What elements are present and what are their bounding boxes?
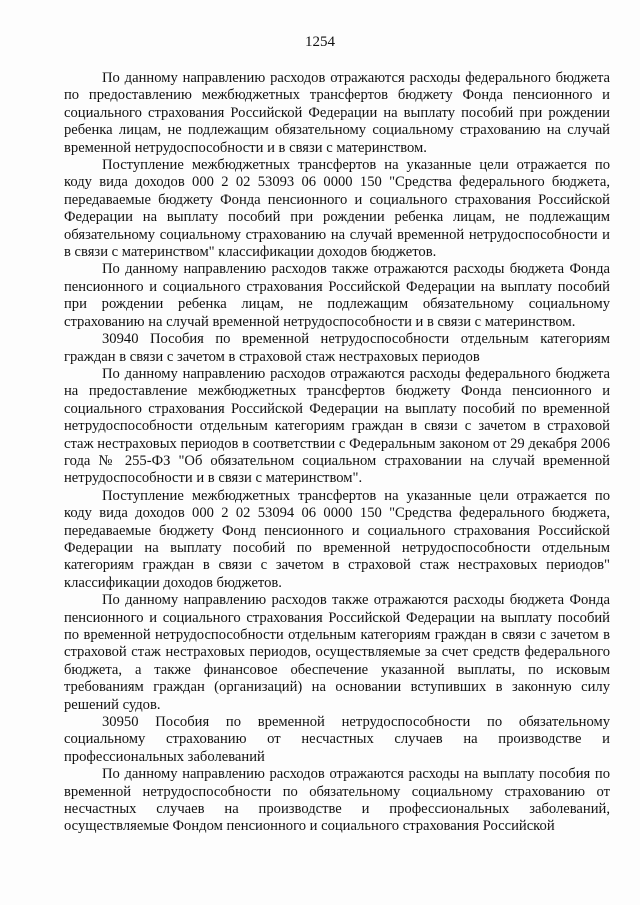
page-number: 1254 [305,34,335,50]
paragraph-fund-birth-allowance: По данному направлению расходов также отражаются расходы бюджета Фонда пенсионного и социального страхования Российской Федерации на выплату пособий при рождении ребенка лицам, не подлежащим обязательному социальному страхованию на случай временной нетрудоспособности и в связи с материнством. [64,261,610,330]
paragraph-income-code-53093: Поступление межбюджетных трансфертов на указанные цели отражается по коду вида доходов 000 2 02 53093 06 0000 150 "Средства федерального бюджета, передаваемые бюджету Фонда пенсионного и социального страхования Российской Федерации на выплату пособий при рождении ребенка лицам, не подлежащим обязательному социальному страхованию на случай временной нетрудоспособности и в связи с материнством" классификации доходов бюджетов. [64,157,610,261]
section-heading-30940: 30940 Пособия по временной нетрудоспособности отдельным категориям граждан в связи с зачетом в страховой стаж нестраховых периодов [64,331,610,365]
section-heading-30950: 30950 Пособия по временной нетрудоспособности по обязательному социальному страхованию от несчастных случаев на производстве и профессиональных заболеваний [64,714,610,765]
paragraph-accident-insurance-benefits: По данному направлению расходов отражаются расходы на выплату пособия по временной нетрудоспособности по обязательному социальному страхованию от несчастных случаев на производстве и профессиональных заболеваний, осуществляемые Фондом пенсионного и социального страхования Российской [64,766,610,835]
document-body [64,70,610,836]
paragraph-income-code-53094: Поступление межбюджетных трансфертов на указанные цели отражается по коду вида доходов 000 2 02 53094 06 0000 150 "Средства федерального бюджета, передаваемые бюджету Фонд пенсионного и социального страхования Российской Федерации на выплату пособий по временной нетрудоспособности отдельным категориям граждан в связи с зачетом в страховой стаж нестраховых периодов" классификации доходов бюджетов. [64,487,610,591]
paragraph-federal-budget-disability-benefits: По данному направлению расходов отражаются расходы федерального бюджета на предоставление межбюджетных трансфертов бюджету Фонда пенсионного и социального страхования Российской Федерации на выплату пособий по временной нетрудоспособности отдельным категориям граждан в связи с зачетом в страховой стаж нестраховых периодов в соответствии с Федеральным законом от 29 декабря 2006 года № 255-ФЗ "Об обязательном социальном страховании на случай временной нетрудоспособности и в связи с материнством". [64,365,610,487]
paragraph-federal-budget-birth-allowance: По данному направлению расходов отражаются расходы федерального бюджета по предоставлению межбюджетных трансфертов бюджету Фонда пенсионного и социального страхования Российской Федерации на выплату пособий при рождении ребенка лицам, не подлежащим обязательному социальному страхованию на случай временной нетрудоспособности и в связи с материнством. [64,70,610,156]
paragraph-fund-disability-benefits: По данному направлению расходов также отражаются расходы бюджета Фонда пенсионного и социального страхования Российской Федерации на выплату пособий по временной нетрудоспособности отдельным категориям граждан в связи с зачетом в страховой стаж нестраховых периодов, осуществляемые за счет средств федерального бюджета, а также финансовое обеспечение указанной выплаты, по исковым требованиям граждан (организаций) на основании вступивших в законную силу решений судов. [64,592,610,713]
